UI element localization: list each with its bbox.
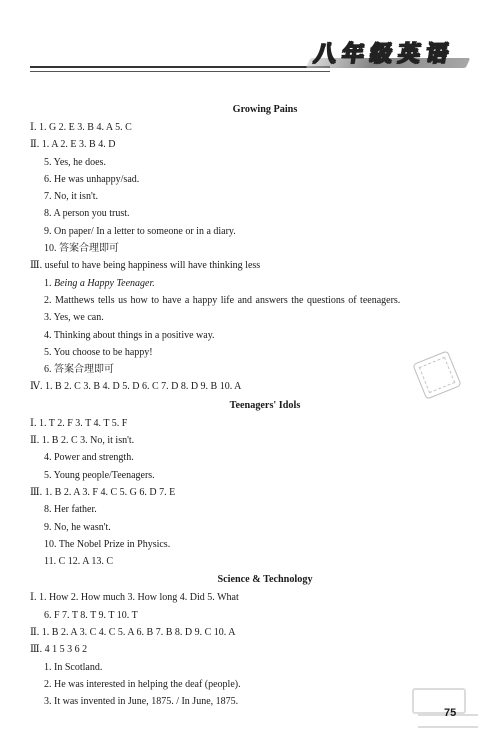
answer-line: 6. F 7. T 8. T 9. T 10. T <box>44 609 138 621</box>
answer-line: 1. In Scotland. <box>44 661 103 673</box>
answer-content <box>30 100 470 711</box>
section-title: Teenagers' Idols <box>229 399 301 411</box>
header-rule <box>30 66 330 68</box>
section-title: Science & Technology <box>217 574 313 586</box>
answer-line: Ⅰ. 1. How 2. How much 3. How long 4. Did 5. What <box>30 592 239 604</box>
answer-line: 10. The Nobel Prize in Physics. <box>44 538 171 550</box>
banner-char: 级 <box>368 42 394 67</box>
answer-line: Ⅲ. 1. B 2. A 3. F 4. C 5. G 6. D 7. E <box>30 486 176 498</box>
header-rule-thin <box>30 71 330 72</box>
answer-line: 5. Young people/Teenagers. <box>44 469 155 481</box>
answer-line: Ⅳ. 1. B 2. C 3. B 4. D 5. D 6. C 7. D 8. D 9. B 10. A <box>30 381 242 393</box>
answer-line: Ⅱ. 1. B 2. C 3. No, it isn't. <box>30 435 135 447</box>
answer-line: 3. Yes, we can. <box>44 312 104 324</box>
answer-line: Ⅱ. 1. B 2. A 3. C 4. C 5. A 6. B 7. B 8. D 9. C 10. A <box>30 627 236 639</box>
page-number: 75 <box>444 707 457 719</box>
answer-line: 3. It was invented in June, 1875. / In June, 1875. <box>44 696 239 708</box>
answer-line: 4. Power and strength. <box>44 452 134 464</box>
answer-line: 2. Matthews tells us how to have a happy life and answers the questions of teenagers. <box>44 294 401 306</box>
answer-line: 5. You choose to be happy! <box>44 346 153 358</box>
answer-line: 9. On paper/ In a letter to someone or in a diary. <box>44 225 236 237</box>
answer-line: 1. Being a Happy Teenager. <box>44 277 155 289</box>
answer-line: Ⅰ. 1. G 2. E 3. B 4. A 5. C <box>30 122 132 133</box>
answer-line: 4. Thinking about things in a positive way. <box>44 329 215 341</box>
answer-line: Ⅲ. useful to have being happiness will have thinking less <box>30 260 261 272</box>
answer-line: Ⅲ. 4 1 5 3 6 2 <box>30 644 88 656</box>
answer-line: 7. No, it isn't. <box>44 191 99 203</box>
answer-line: 2. He was interested in helping the deaf (people). <box>44 678 241 690</box>
answer-line: Ⅰ. 1. T 2. F 3. T 4. T 5. F <box>30 417 128 429</box>
banner-char: 英 <box>396 42 422 67</box>
answer-line: 6. 答案合理即可 <box>44 364 114 376</box>
header-banner <box>308 38 468 72</box>
answer-line: 6. He was unhappy/sad. <box>44 173 140 185</box>
answer-line: 5. Yes, he does. <box>44 156 106 168</box>
section-title: Growing Pains <box>232 104 298 115</box>
answer-line: 8. A person you trust. <box>44 208 130 220</box>
answer-line: 10. 答案合理即可 <box>44 243 119 255</box>
banner-char: 年 <box>340 42 366 67</box>
answer-line: 11. C 12. A 13. C <box>44 556 114 568</box>
answer-line: 9. No, he wasn't. <box>44 521 111 533</box>
answer-line: 8. Her father. <box>44 504 97 516</box>
banner-char: 语 <box>424 42 450 67</box>
banner-char: 八 <box>312 42 338 67</box>
answer-line: Ⅱ. 1. A 2. E 3. B 4. D <box>30 139 116 151</box>
